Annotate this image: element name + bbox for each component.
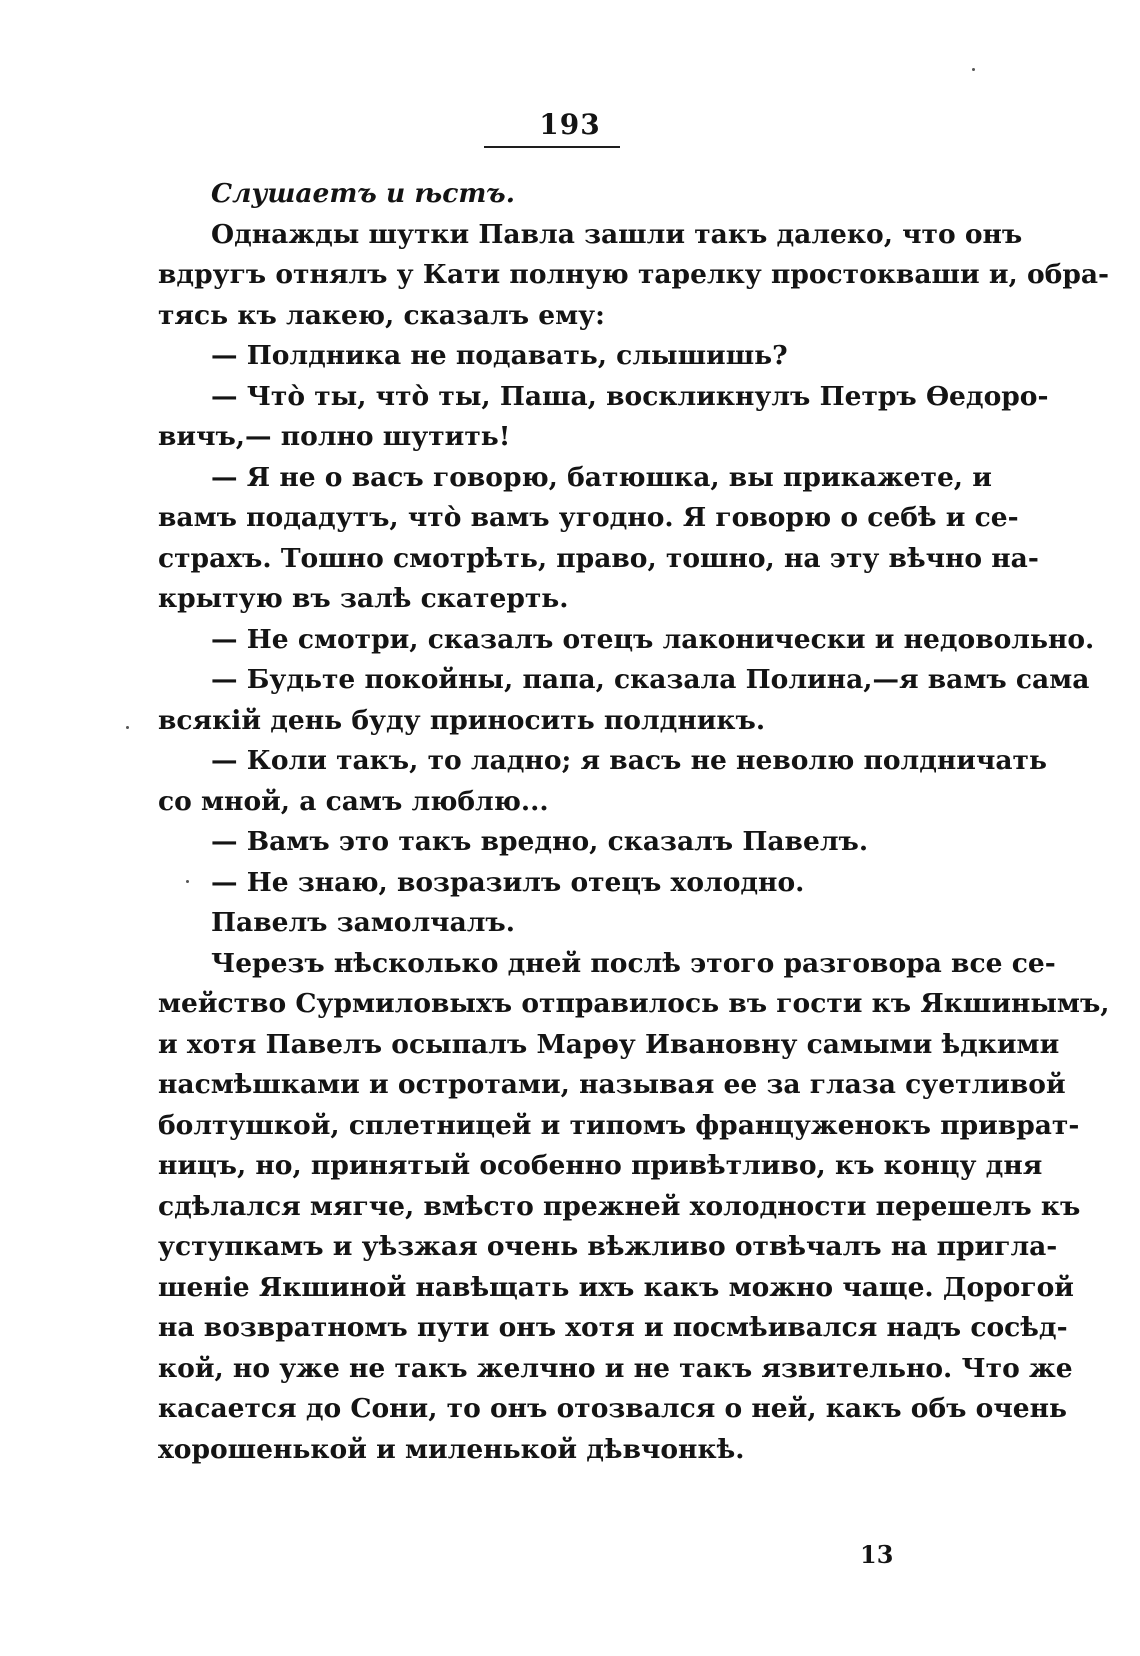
text-line: вамъ подадутъ, что̀ вамъ угодно. Я говорю о себѣ и се- [158,502,1019,533]
text-line: всякій день буду приносить полдникъ. [158,704,766,736]
text-line: Черезъ нѣсколько дней послѣ этого разговора все се- [211,947,1056,979]
header-rule [484,146,620,148]
paper-speck [972,68,975,71]
text-line: — Не смотри, сказалъ отецъ лаконически и недовольно. [211,623,1095,655]
text-line: шеніе Якшиной навѣщать ихъ какъ можно чаще. Дорогой [158,1271,1074,1303]
page-number: 193 [539,108,601,141]
text-line: и хотя Павелъ осыпалъ Марѳу Ивановну самыми ѣдкими [158,1028,1060,1060]
text-line: насмѣшками и остротами, называя ее за глаза суетливой [158,1069,1066,1100]
text-line: — Полдника не подавать, слышишь? [211,340,788,371]
text-line: — Коли такъ, то ладно; я васъ не неволю полдничать [211,745,1047,776]
text-line: касается до Сони, то онъ отозвался о ней, какъ объ очень [158,1393,1067,1424]
text-line: страхъ. Тошно смотрѣть, право, тошно, на эту вѣчно на- [158,542,1039,574]
text-line: вдругъ отнялъ у Кати полную тарелку простокваши и, обра- [158,259,1110,290]
text-line: на возвратномъ пути онъ хотя и посмѣивался надъ сосѣд- [158,1312,1068,1343]
text-line: ницъ, но, принятый особенно привѣтливо, къ концу дня [158,1150,1043,1181]
text-line: болтушкой, сплетницей и типомъ француженокъ приврат- [158,1109,1080,1141]
text-line: мейство Сурмиловыхъ отправилось въ гости къ Якшинымъ, [158,988,1110,1019]
text-line: тясь къ лакею, сказалъ ему: [158,299,605,331]
text-line: Павелъ замолчалъ. [211,907,515,938]
text-line: — Что̀ ты, что̀ ты, Паша, воскликнулъ Петръ Ѳедоро- [211,380,1049,412]
text-line: — Будьте покойны, папа, сказала Полина,—я вамъ сама [211,664,1090,695]
text-line: со мной, а самъ люблю... [158,785,549,817]
paper-speck [186,880,189,883]
body-text [158,174,1110,1470]
text-line: — Вамъ это такъ вредно, сказалъ Павелъ. [211,826,869,857]
paper-speck [126,726,129,729]
text-line: вичъ,— полно шутить! [158,421,511,452]
text-line: Слушаетъ и ѣстъ. [211,178,515,209]
text-line: крытую въ залѣ скатерть. [158,583,569,614]
text-line: сдѣлался мягче, вмѣсто прежней холодности перешелъ къ [158,1190,1081,1222]
text-line: хорошенькой и миленькой дѣвчонкѣ. [158,1433,745,1465]
signature-mark: 13 [860,1540,894,1569]
text-line: уступкамъ и уѣзжая очень вѣжливо отвѣчалъ на пригла- [158,1231,1058,1262]
text-line: — Я не о васъ говорю, батюшка, вы прикажете, и [211,461,992,493]
text-line: — Не знаю, возразилъ отецъ холодно. [211,866,805,898]
text-line: Однажды шутки Павла зашли такъ далеко, что онъ [211,218,1023,250]
text-line: кой, но уже не такъ желчно и не такъ язвительно. Что же [158,1352,1073,1384]
